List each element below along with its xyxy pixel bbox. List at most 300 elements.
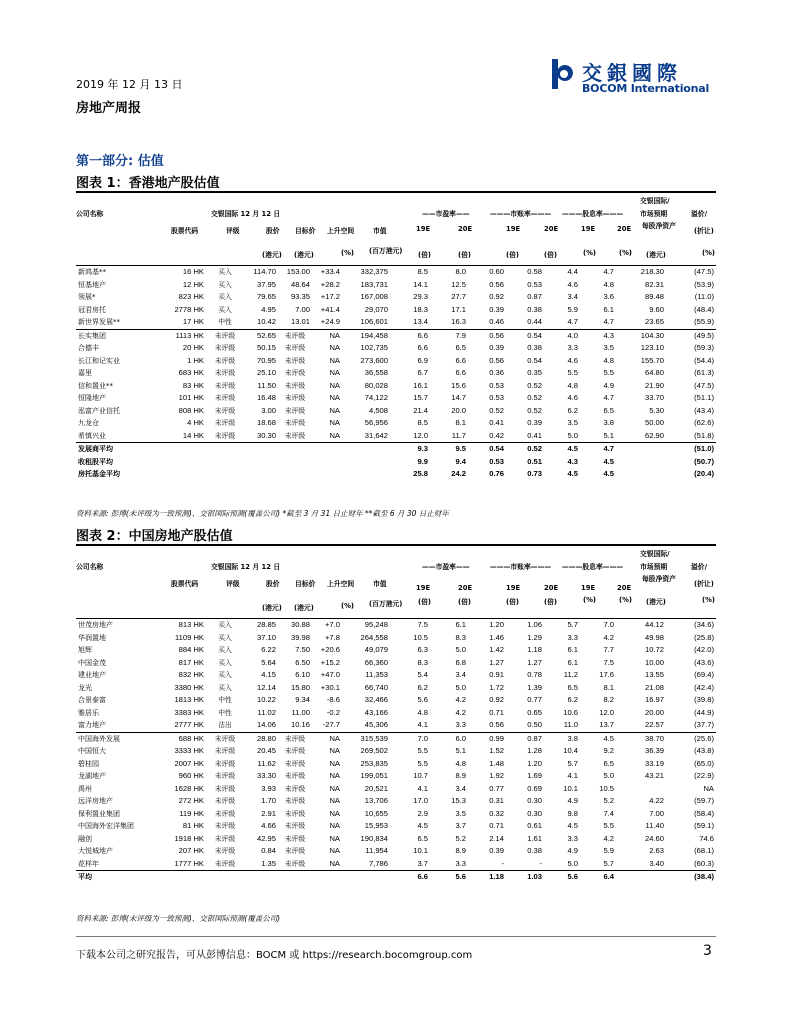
table-cell: 7.00 <box>295 304 310 314</box>
table-cell: 81 HK <box>182 821 204 830</box>
table-cell: 6.5 <box>567 682 578 692</box>
table-cell: 5.0 <box>455 682 466 692</box>
table-cell: (62.6) <box>694 418 714 427</box>
table-cell: 1.72 <box>489 682 504 692</box>
table-cell: 36,558 <box>364 368 388 377</box>
table-cell: 264,558 <box>360 632 388 642</box>
table-cell: NA <box>329 393 340 402</box>
table-cell: 未评级 <box>214 847 236 855</box>
table-cell: (65.0) <box>694 758 714 768</box>
table-cell: 泓富产业信托 <box>78 406 120 415</box>
table-cell: 8.1 <box>455 418 466 427</box>
table-cell: 4.8 <box>455 758 466 768</box>
table-cell: 5.30 <box>649 405 664 415</box>
summary-cell: (51.0) <box>666 443 716 456</box>
table-cell: 5.7 <box>544 619 580 632</box>
table-cell: 82.31 <box>644 279 664 289</box>
table-cell: 5.2 <box>603 796 614 805</box>
table-cell: 新世界发展** <box>78 318 120 326</box>
table-cell: 4.8 <box>417 707 428 717</box>
header-unit-target: (港元) <box>294 251 314 259</box>
table-cell: 14 HK <box>182 430 204 440</box>
header-discount2: (折让) <box>694 227 714 235</box>
table-cell: 10,655 <box>364 808 388 818</box>
header-unit-nav: (港元) <box>646 598 666 606</box>
table-cell: (47.5) <box>666 266 716 279</box>
table-cell: 6.5 <box>455 343 466 352</box>
table-cell: NA <box>329 771 340 780</box>
header-dy: ———股息率——— <box>562 210 624 218</box>
table-cell: 12.0 <box>599 707 614 717</box>
table-row <box>76 682 716 695</box>
table-cell: 5.64 <box>261 657 276 667</box>
table-cell: 5.0 <box>567 858 578 868</box>
table-cell: 1.61 <box>527 833 542 843</box>
table-cell: 未评级 <box>284 419 306 427</box>
table-cell: 10.5 <box>413 632 428 642</box>
table-cell: 6.8 <box>455 657 466 667</box>
header-mktcap: 市值 <box>373 227 387 235</box>
table-cell: 合景泰富 <box>78 696 106 704</box>
table-cell: +15.2 <box>320 657 340 667</box>
section-title: 第一部分: 估值 <box>76 154 164 169</box>
table-cell: 2.91 <box>261 808 276 818</box>
table-cell: (59.3) <box>694 343 714 352</box>
table-cell: 12 HK <box>182 279 204 289</box>
table-row <box>76 833 716 846</box>
table-cell: 4.5 <box>580 732 616 745</box>
table-cell: NA <box>329 821 340 830</box>
table-cell: NA <box>329 368 340 377</box>
report-date: 2019 年 12 月 13 日 <box>76 78 183 91</box>
table-cell: NA <box>329 380 340 390</box>
summary-cell: 0.76 <box>489 469 504 478</box>
table-cell: 16.1 <box>413 380 428 390</box>
table-cell: 22.57 <box>644 720 664 729</box>
summary-cell: 0.73 <box>527 469 542 478</box>
table-cell: 7.0 <box>580 619 616 632</box>
table-cell: 未评级 <box>214 394 236 402</box>
table-cell: 7,786 <box>368 858 388 868</box>
table-cell: NA <box>329 418 340 427</box>
table-cell: 沽出 <box>218 721 232 729</box>
summary-cell: 1.03 <box>506 871 544 884</box>
table-cell: NA <box>312 329 342 342</box>
table-row <box>76 304 716 317</box>
table-cell: 8.9 <box>455 846 466 855</box>
table-cell: 0.87 <box>527 292 542 301</box>
table-cell: 0.69 <box>527 783 542 793</box>
table-cell: 0.91 <box>489 670 504 679</box>
table-cell: +7.8 <box>325 632 340 642</box>
summary-cell: (20.4) <box>694 469 714 478</box>
table-cell: 6.7 <box>417 368 428 377</box>
table-cell: 7.5 <box>603 657 614 667</box>
table-cell: 3.7 <box>455 821 466 830</box>
summary-cell: 4.5 <box>603 469 614 478</box>
table-cell: 1918 HK <box>174 833 204 843</box>
table-cell: 17 HK <box>182 317 204 326</box>
table-cell: 3.4 <box>455 783 466 793</box>
table-cell: 199,051 <box>360 771 388 780</box>
table-cell: 16.3 <box>451 317 466 326</box>
header-pe-19e: 19E <box>416 584 431 592</box>
table-cell: 4.1 <box>417 720 428 729</box>
table-cell: 66,740 <box>364 682 388 692</box>
header-nav-per-share: 每股净资产 <box>642 222 676 230</box>
table-cell: 未评级 <box>278 732 312 745</box>
table-row <box>76 669 716 682</box>
header-unit-price: (港元) <box>262 251 282 259</box>
table-cell: 5.2 <box>455 833 466 843</box>
table-cell: 62.90 <box>644 430 664 440</box>
table-cell: 3.3 <box>455 720 466 729</box>
table-cell: 11.00 <box>291 707 310 717</box>
table-cell: 2007 HK <box>174 758 204 768</box>
table-cell: 5.6 <box>417 695 428 704</box>
table-cell: 272 HK <box>178 796 204 805</box>
table-cell: (68.1) <box>694 846 714 855</box>
table-cell: 4 HK <box>187 418 204 427</box>
header-unit-pb19: (倍) <box>506 598 520 606</box>
table-cell: 4.5 <box>567 821 578 830</box>
table-cell: 21.08 <box>644 682 664 692</box>
table-cell: NA <box>703 783 714 793</box>
logo-chinese: 交銀國際 <box>582 61 682 85</box>
table-cell: 30.30 <box>256 430 276 440</box>
table-cell: 1.46 <box>489 632 504 642</box>
header-unit-mcap: (百万港元) <box>369 247 403 255</box>
table-cell: 2777 HK <box>174 720 204 729</box>
table-cell: 93.35 <box>290 292 310 301</box>
table-cell: 153.00 <box>278 266 312 279</box>
table-cell: 2.14 <box>489 833 504 843</box>
table-cell: 信和置业** <box>78 381 113 390</box>
chart1-source: 资料来源: 彭博(未评级为一致预测)、交银国际预测(覆盖公司) *截至 3 月 31 日止财年 **截至 6 月 30 日止财年 <box>76 509 449 518</box>
summary-cell: 9.5 <box>430 443 468 456</box>
table-row <box>76 405 716 418</box>
table-cell: (43.6) <box>694 657 714 667</box>
table-cell: 11,954 <box>365 846 388 855</box>
table-cell: 1.52 <box>489 746 504 755</box>
header-nav-per-share: 每股净资产 <box>642 575 676 583</box>
table-cell: 4.7 <box>603 317 614 326</box>
table-cell: 1.39 <box>527 682 542 692</box>
table-cell: 0.39 <box>489 846 504 855</box>
table-cell: +28.2 <box>320 279 340 289</box>
table-cell: 4.15 <box>261 670 276 679</box>
table-cell: 20,521 <box>364 783 388 793</box>
table-cell: 8.9 <box>455 771 466 780</box>
table-cell: 6.6 <box>455 368 466 377</box>
table-cell: 9.8 <box>567 808 578 818</box>
table-cell: 6.2 <box>567 695 578 704</box>
table-cell: 74.6 <box>699 833 714 843</box>
table-row <box>76 845 716 858</box>
table-cell: 8.0 <box>430 266 468 279</box>
table-cell: 未评级 <box>284 772 306 780</box>
table-cell: 0.84 <box>261 846 276 855</box>
summary-cell: 4.7 <box>580 443 616 456</box>
table-cell: 80,028 <box>364 380 388 390</box>
summary-cell: 4.5 <box>603 456 614 466</box>
table-row <box>76 795 716 808</box>
summary-cell: (38.4) <box>666 871 716 884</box>
table-cell: (22.9) <box>694 771 714 780</box>
table-cell: +7.0 <box>312 619 342 632</box>
table-cell: 未评级 <box>214 381 236 390</box>
table-cell: 未评级 <box>214 859 236 868</box>
table-cell: 未评级 <box>284 784 306 793</box>
table-cell: 253,835 <box>360 758 388 768</box>
table-cell: 5.0 <box>603 771 614 780</box>
table-row <box>76 632 716 645</box>
table-cell: 332,375 <box>342 266 390 279</box>
table-cell: 3.8 <box>603 418 614 427</box>
table-cell: 3.6 <box>603 292 614 301</box>
table-cell: 13.7 <box>599 720 614 729</box>
table-cell: 3383 HK <box>174 707 204 717</box>
table-cell: 买入 <box>218 646 232 654</box>
table-cell: 买入 <box>218 280 232 289</box>
table-cell: 3.8 <box>544 732 580 745</box>
table-cell: 6.6 <box>417 343 428 352</box>
summary-cell: 1.18 <box>468 871 506 884</box>
table-cell: 3.4 <box>567 292 578 301</box>
table-cell: 6.1 <box>567 657 578 667</box>
table-cell: 未评级 <box>214 784 236 793</box>
table-cell: 21.4 <box>413 405 428 415</box>
table-cell: 813 HK <box>142 619 206 632</box>
table-cell: 3.5 <box>455 808 466 818</box>
table-cell: 14.7 <box>451 393 466 402</box>
table-cell: 未评级 <box>214 797 236 805</box>
table-cell: 28.80 <box>244 732 278 745</box>
summary-label: 平均 <box>76 871 390 884</box>
table-cell: 0.38 <box>527 304 542 314</box>
header-target: 目标价 <box>295 580 316 588</box>
table-cell: 7.50 <box>295 645 310 654</box>
table-cell: 未评级 <box>214 419 236 427</box>
table-cell: 8.5 <box>390 266 430 279</box>
table-cell: 0.46 <box>489 317 504 326</box>
table-cell: 0.99 <box>468 732 506 745</box>
table-cell: 4,508 <box>368 405 388 415</box>
table-cell: 1.27 <box>489 657 504 667</box>
table-cell: 4.7 <box>603 393 614 402</box>
table-cell: 6.2 <box>417 682 428 692</box>
header-discount: 溢价/ <box>691 563 708 571</box>
table-cell: (61.3) <box>694 368 714 377</box>
table-cell: 恒基地产 <box>78 280 106 289</box>
table-cell: 0.41 <box>489 418 504 427</box>
table-cell: 15.80 <box>290 682 310 692</box>
table-cell: 1.48 <box>489 758 504 768</box>
chart1-title: 图表 1：香港地产股估值 <box>76 176 220 191</box>
table-cell: 4.7 <box>567 317 578 326</box>
chart1-header <box>76 193 716 263</box>
table-cell: 8.3 <box>455 632 466 642</box>
table-cell: 0.60 <box>468 266 506 279</box>
table-cell: 1.29 <box>527 632 542 642</box>
table-cell: 0.35 <box>527 368 542 377</box>
table-cell: +24.9 <box>320 317 340 326</box>
table-cell: 1.35 <box>261 858 276 868</box>
table-cell: 融创 <box>78 834 92 843</box>
table-cell: 7.9 <box>430 329 468 342</box>
table-cell: 0.65 <box>527 707 542 717</box>
table-cell: 5.5 <box>417 746 428 755</box>
table-row <box>76 694 716 707</box>
table-cell: (37.7) <box>694 720 714 729</box>
summary-blank <box>616 443 666 456</box>
table-cell: NA <box>329 405 340 415</box>
header-pb-20e: 20E <box>544 584 559 592</box>
table-cell: 16.48 <box>256 393 276 402</box>
table-cell: 未评级 <box>284 369 306 377</box>
table-cell: 1813 HK <box>174 695 204 704</box>
table-cell: 44.12 <box>616 619 666 632</box>
table-cell: 15.3 <box>451 796 466 805</box>
table-cell: 56,956 <box>364 418 388 427</box>
table-cell: -27.7 <box>322 720 340 729</box>
table-cell: 17.6 <box>599 670 614 679</box>
table-cell: 华润置地 <box>78 633 106 642</box>
table-cell: 269,502 <box>360 746 388 755</box>
header-unit-target: (港元) <box>294 604 314 612</box>
header-unit-dy19: (%) <box>583 249 597 257</box>
table-cell: 中性 <box>218 696 232 704</box>
table-cell: 10.42 <box>256 317 276 326</box>
table-cell: 5.5 <box>417 758 428 768</box>
table-cell: 未评级 <box>284 431 306 440</box>
table-cell: 1 HK <box>187 355 204 365</box>
table-cell: 4.2 <box>603 833 614 843</box>
table-cell: 4.95 <box>261 304 276 314</box>
chart2-title: 图表 2：中国房地产股估值 <box>76 529 233 544</box>
header-unit-dy20: (%) <box>619 596 633 604</box>
header-rating: 评级 <box>226 580 240 588</box>
table-cell: 建业地产 <box>78 671 106 679</box>
table-cell: 未评级 <box>284 809 306 818</box>
table-cell: 95,248 <box>342 619 390 632</box>
page-number: 3 <box>703 943 712 959</box>
table-cell: 24.60 <box>644 833 664 843</box>
table-cell: 1109 HK <box>175 632 204 642</box>
table-cell: 4.0 <box>544 329 580 342</box>
table-cell: 未评级 <box>214 431 236 440</box>
table-cell: 4.3 <box>580 329 616 342</box>
header-rating: 评级 <box>226 227 240 235</box>
table-cell: 183,731 <box>360 279 388 289</box>
table-cell: 5.0 <box>455 645 466 654</box>
summary-row <box>76 443 716 456</box>
table-cell: 33.19 <box>644 758 664 768</box>
table-cell: 49,079 <box>364 645 388 654</box>
summary-row <box>76 871 716 884</box>
table-cell: 冠君房托 <box>78 305 106 314</box>
table-row <box>76 770 716 783</box>
table-cell: 1.20 <box>527 758 542 768</box>
table-cell: 39.98 <box>290 632 310 642</box>
table-cell: (48.4) <box>694 304 714 314</box>
table-cell: (59.1) <box>694 821 714 830</box>
table-cell: 未评级 <box>284 406 306 415</box>
table-cell: 保利置业集团 <box>78 809 120 818</box>
table-cell: (42.4) <box>694 682 714 692</box>
chart2-source: 资料来源: 彭博(未评级为一致预测)、交银国际预测(覆盖公司) <box>76 914 281 923</box>
header-bocom-date: 交银国际 12 月 12 日 <box>211 210 281 218</box>
table-cell: (47.5) <box>694 380 714 390</box>
table-cell: 0.56 <box>489 279 504 289</box>
table-cell: 0.77 <box>527 695 542 704</box>
table-cell: -0.2 <box>326 707 340 717</box>
table-cell: 买入 <box>206 619 244 632</box>
table-cell: 18.68 <box>256 418 276 427</box>
table-cell: 1.20 <box>468 619 506 632</box>
table-cell: 4.66 <box>261 821 276 830</box>
table-cell: 中国恒大 <box>78 747 106 755</box>
header-pb-20e: 20E <box>544 225 559 233</box>
table-cell: 49.98 <box>644 632 664 642</box>
table-cell: 10.22 <box>256 695 276 704</box>
table-cell: (55.9) <box>694 317 714 326</box>
table-cell: 683 HK <box>178 368 204 377</box>
report-name: 房地产周报 <box>76 101 142 116</box>
table-cell: 28.85 <box>244 619 278 632</box>
summary-label: 收租股平均 <box>78 457 113 466</box>
table-cell: 0.41 <box>527 430 542 440</box>
summary-cell: 0.53 <box>489 456 504 466</box>
table-row <box>76 392 716 405</box>
table-row <box>76 316 716 329</box>
table-cell: 龙光 <box>78 683 92 692</box>
table-cell: 花样年 <box>78 859 99 868</box>
table-cell: 0.32 <box>489 808 504 818</box>
header-pb: ———市账率——— <box>490 563 552 571</box>
summary-row <box>76 468 716 481</box>
table-cell: 11.02 <box>257 707 276 717</box>
table-cell: 688 HK <box>142 732 206 745</box>
table-cell: 17.0 <box>413 796 428 805</box>
table-cell: 买入 <box>218 305 232 314</box>
table-cell: 未评级 <box>278 329 312 342</box>
table-row <box>76 732 716 745</box>
header-ticker: 股票代码 <box>171 580 199 588</box>
table-cell: 33.30 <box>256 771 276 780</box>
table-cell: 31,642 <box>364 430 388 440</box>
header-unit-dy20: (%) <box>619 249 633 257</box>
table-cell: 4.8 <box>567 380 578 390</box>
table-cell: 未评级 <box>214 822 236 830</box>
table-cell: 207 HK <box>178 846 204 855</box>
table-cell: 11.0 <box>563 720 578 729</box>
table-cell: 106,601 <box>360 317 388 326</box>
header-unit-dy19: (%) <box>583 596 597 604</box>
table-cell: 5.5 <box>567 368 578 377</box>
table-row <box>76 355 716 368</box>
header-unit-pb20: (倍) <box>544 598 558 606</box>
table-cell: 0.54 <box>506 329 544 342</box>
table-cell: 66,360 <box>364 657 388 667</box>
table-cell: +20.6 <box>320 645 340 654</box>
header-price: 股价 <box>266 227 280 235</box>
table-cell: 155.70 <box>640 355 664 365</box>
table-cell: 3.3 <box>455 858 466 868</box>
table-cell: 0.53 <box>527 279 542 289</box>
table-cell: 15.6 <box>451 380 466 390</box>
table-cell: 未评级 <box>214 772 236 780</box>
